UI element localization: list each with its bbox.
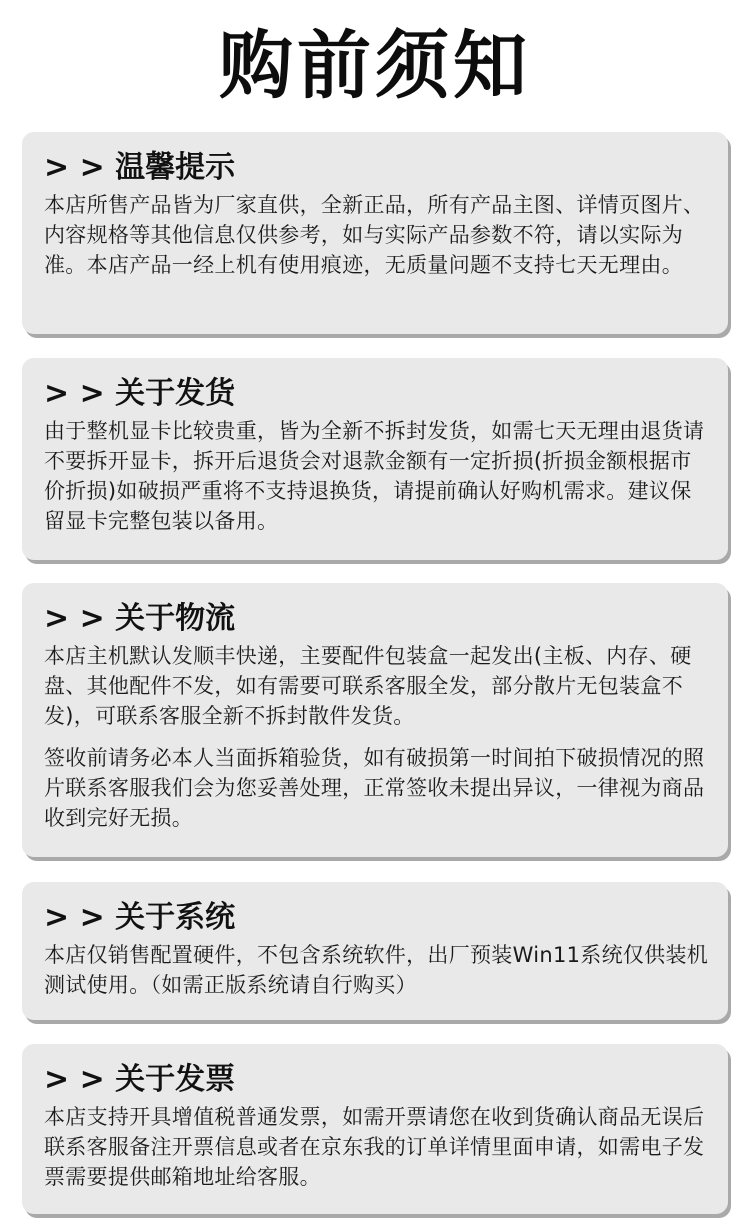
section-text: 本店主机默认发顺丰快递，主要配件包装盒一起发出(主板、内存、硬盘、其他配件不发，如有需要可联系客服全发，部分散片无包装盒不发)，可联系客服全新不拆封散件发货。	[44, 644, 692, 728]
section-shipping	[22, 358, 728, 560]
section-title: > > 关于物流	[44, 601, 236, 636]
section-title: > > 关于发货	[44, 376, 236, 411]
page-title: 购前须知	[219, 23, 531, 109]
section-title: > > 关于系统	[44, 900, 236, 935]
section-title: > > 温馨提示	[44, 150, 236, 185]
section-text: 本店支持开具增值税普通发票，如需开票请您在收到货确认商品无误后联系客服备注开票信息或者在京东我的订单详情里面申请，如需电子发票需要提供邮箱地址给客服。	[44, 1105, 705, 1189]
section-text: 本店仅销售配置硬件，不包含系统软件，出厂预装Win11系统仅供装机测试使用。（如需正版系统请自行购买）	[44, 943, 709, 997]
section-invoice	[22, 1044, 728, 1214]
section-system	[22, 882, 728, 1020]
section-logistics	[22, 583, 728, 857]
section-text: 签收前请务必本人当面拆箱验货，如有破损第一时间拍下破损情况的照片联系客服我们会为您妥善处理，正常签收未提出异议，一律视为商品收到完好无损。	[44, 746, 705, 830]
section-text: 本店所售产品皆为厂家直供，全新正品，所有产品主图、详情页图片、内容规格等其他信息仅供参考，如与实际产品参数不符，请以实际为准。本店产品一经上机有使用痕迹，无质量问题不支持七天无理由。	[44, 193, 705, 277]
section-title: > > 关于发票	[44, 1062, 236, 1097]
section-warm-tips	[22, 132, 728, 334]
section-text: 由于整机显卡比较贵重，皆为全新不拆封发货，如需七天无理由退货请不要拆开显卡，拆开后退货会对退款金额有一定折损(折损金额根据市价折损)如破损严重将不支持退换货，请提前确认好购机需求。建议保留显卡完整包装以备用。	[44, 419, 705, 533]
